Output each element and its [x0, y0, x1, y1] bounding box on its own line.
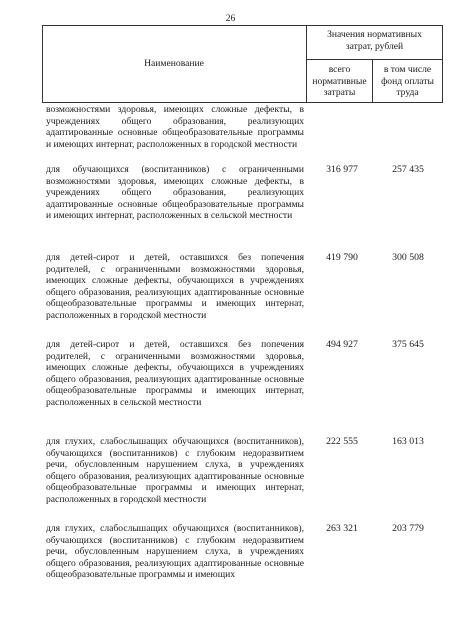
row-name: для глухих, слабослышащих обучающихся (воспитанников), обучающихся (воспитанников) с глубоким недоразвитием речи, обусловленным нарушением слуха, в учреждениях общего образования, реализующих адаптированные основные общеобразовательные программы и имеющих интернат, расположенных в городской местности [46, 436, 304, 505]
row-total: 494 927 [326, 339, 358, 350]
row-total: 419 790 [326, 252, 358, 263]
row-total: 316 977 [326, 164, 358, 175]
row-name: для детей-сирот и детей, оставшихся без попечения родителей, с ограниченными возможностями здоровья, имеющих сложные дефекты, обучающихся в учреждениях общего образования, реализующих адаптированные основные общеобразовательные программы и имеющих интернат, расположенных в сельской местности [46, 339, 304, 408]
row-total: 263 321 [326, 523, 358, 534]
header-total: всего нормативные затраты [312, 64, 367, 98]
header-name: Наименование [144, 58, 204, 69]
page-number: 26 [225, 14, 236, 24]
row-name: возможностями здоровья, имеющих сложные дефекты, в учреждениях общего образования, реализующих адаптированные основные общеобразовательные программы и имеющих интернат, расположенных в городской местности [46, 104, 304, 150]
row-name: для обучающихся (воспитанников) с ограниченными возможностями здоровья, имеющих сложные дефекты, в учреждениях общего образования, реализующих адаптированные основные общеобразовательные программы и имеющих интернат, расположенных в сельской местности [46, 164, 304, 222]
row-wage: 300 508 [392, 252, 424, 263]
row-wage: 163 013 [392, 436, 424, 447]
header-wage: в том числе фонд оплаты труда [381, 64, 434, 98]
group-divider [306, 59, 443, 60]
row-total: 222 555 [326, 436, 358, 447]
row-name: для глухих, слабослышащих обучающихся (воспитанников), обучающихся (воспитанников) с глубоким недоразвитием речи, обусловленным нарушением слуха, в учреждениях общего образования, реализующих адаптированные основные общеобразовательные программы и имеющих [46, 523, 304, 581]
header-bottom-border [42, 102, 443, 103]
row-wage: 257 435 [392, 164, 424, 175]
table-top-border [42, 25, 443, 26]
row-wage: 375 645 [392, 339, 424, 350]
row-name: для детей-сирот и детей, оставшихся без попечения родителей, с ограниченными возможностями здоровья, имеющих сложные дефекты, обучающихся в учреждениях общего образования, реализующих адаптированные основные общеобразовательные программы и имеющих интернат, расположенных в городской местности [46, 252, 304, 321]
row-wage: 203 779 [392, 523, 424, 534]
header-values-group: Значения нормативных затрат, рублей [327, 29, 422, 52]
table-right-border [442, 25, 443, 102]
normative-costs-table [42, 25, 443, 640]
